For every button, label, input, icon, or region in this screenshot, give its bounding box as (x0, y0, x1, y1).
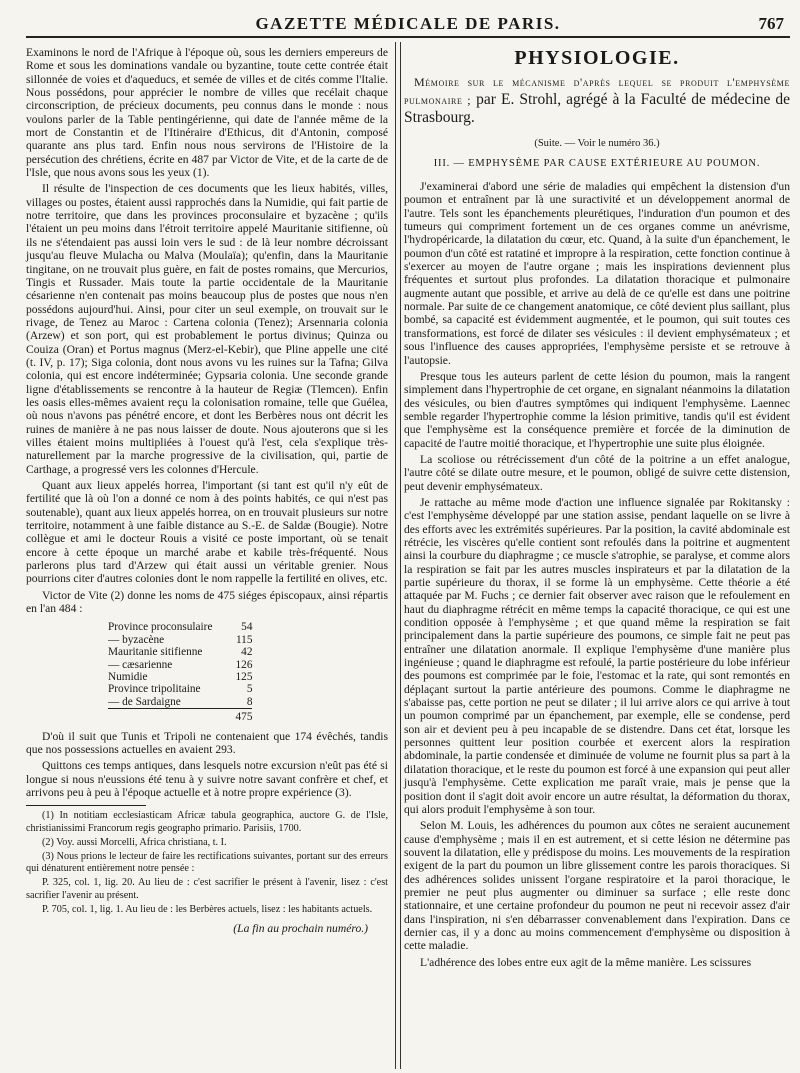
article-title (404, 73, 790, 127)
article-title-author: par E. Strohl, agrégé à la Faculté de médecine de Strasbourg. (404, 91, 790, 127)
bishoprics-table (108, 621, 252, 723)
subsection-heading: III. — EMPHYSÈME PAR CAUSE EXTÉRIEURE AU POUMON. (433, 157, 761, 169)
footnote: (2) Voy. aussi Morcelli, Africa christiana, t. I. (42, 836, 227, 848)
header-rule (26, 36, 790, 38)
section-heading: PHYSIOLOGIE. (514, 47, 680, 69)
paragraph: Victor de Vite (2) donne les noms de 475 siéges épiscopaux, ainsi répartis en l'an 484 : (26, 588, 388, 616)
footnote-rule (26, 805, 146, 806)
article-title-lead: Mémoire sur le mécanisme d'après lequel se produit l'emphysème pulmonaire ; (404, 75, 790, 108)
footnote: (3) Nous prions le lecteur de faire les rectifications suivantes, portant sur des erreurs qui dénaturent entièrement notre pensée : (26, 851, 388, 875)
paragraph: Il résulte de l'inspection de ces documents que les lieux habités, villes, villages ou postes, étaient aussi rapprochés dans la Numidie, qui fait partie de notre territoire, que dans les provinces proconsulaire et byzacène ; qu'ils l'étaient un peu moins dans l'étroit territoire appelé Mauritanie sitifienne, où ils ne s'étendaient pas aussi loin vers le sud : de là leur nombre décroissant jusqu'au fleuve Mulacha ou Malva (Moulaïa); qu'enfin, dans la Mauritanie tingitane, on ne trouvait plus guère, en fait de postes romains, que Mercurios, Tingis et Russader. Mais toute la partie occidentale de la Mauritanie césarienne n'en contenait pas moins beaucoup plus de postes que nous n'en possédons aujourd'hui. Ainsi, pour citer un seul exemple, on trouvait sur le rivage, de Tenez au Maroc : Cartena colonia (Tenez); Arsennaria colonia (Arzew) et son port, qui est probablement le portus divinus; Quinza ou Couiza (Oran) et Portus magnus (Merz-el-Kebir), que Pline appelle une cité (t. IV, p. 17); Siga colonia, dont nous avons vu les ruines sur la Tafna; Gilva colonia, qui est encore indéterminée; Gypsaria colonia. Une seconde grande ligne d'établissements se rencontre à la hauteur de Regiæ (Tlemcen). Enfin les oasis elles-mêmes avaient reçu la colonisation romaine, telle que Guélea, où nous n'avons pas pénétré encore, et dont les Berbères nous ont décrit les ruines de manière à ne pas nous laisser de doute. Nous ajouterons que si les villes étaient moins multipliées à l'ouest qu'à l'est, cela s'explique très-naturellement par la marche progressive de la civilisation, qui, partie de Carthage, a progressé vers les colonnes d'Hercule. (26, 182, 388, 476)
footnote: P. 325, col. 1, lig. 20. Au lieu de : c'est sacrifier le présent à l'avenir, lisez : c'est sacrifier l'avenir au présent. (26, 877, 388, 901)
table-row: — de Sardaigne 8 (108, 695, 253, 708)
column-divider (395, 42, 401, 1069)
table-row: Province tripolitaine 5 (108, 683, 253, 696)
table-row: — byzacène 115 (108, 633, 253, 646)
paragraph: D'où il suit que Tunis et Tripoli ne contenaient que 174 évêchés, tandis que nos possessions actuelles en avaient 293. (26, 729, 388, 757)
journal-title: GAZETTE MÉDICALE DE PARIS. (255, 14, 561, 33)
table-row: Province proconsulaire 54 (108, 621, 253, 634)
paragraph: Quittons ces temps antiques, dans lesquels notre excursion n'eût pas été si longue si nous n'eussions été tenu à y suivre notre savant confrère et chef, et arrivons peu à peu à l'époque actuelle et à notre propre expérience (3). (26, 759, 388, 800)
table-row: Numidie 125 (108, 671, 253, 684)
paragraph: Quant aux lieux appelés horrea, l'important (si tant est qu'il n'y eût de fertilité que là où l'on a donné ce nom à des points habités, ce qui n'est pas soutenable), quant aux lieux appelés horrea, on en trouvait plusieurs sur notre territoire, notamment à une faible distance au S.-E. de Saldæ (Bougie). Notre collègue et ami le docteur Rouis a visité ce poste important, où se tenait encore à cette époque un marché arabe et kabile très-fréquenté. Nous parlerons plus tard d'Arzew qui était aussi un véritable grenier. Nous pourrions citer d'autres colonies dont le nom rappelle la fertilité en olives, etc. (26, 479, 388, 586)
right-column (404, 46, 790, 972)
paragraph: La scoliose ou rétrécissement d'un côté de la poitrine a un effet analogue, l'autre côté se dilate outre mesure, et le poumon, obligé de suivre cette distension, peut devenir emphysémateux. (404, 452, 790, 493)
footnotes (26, 810, 388, 916)
paragraph: Selon M. Louis, les adhérences du poumon aux côtes ne seraient aucunement cause d'emphysème ; mais il en est autrement, et si cette lésion ne détermine pas souvent la dilatation, elle y prédispose du moins. Les mouvements de la respiration exigent de la part du poumon un libre glissement contre les parois thoraciques. Si des adhérences solides unissent l'organe respiratoire et la paroi thoracique, le premier ne peut plus augmenter ou diminuer sa surface ; elle reste donc stationnaire, et une certaine profondeur du poumon ne peut ni recevoir assez d'air dans l'inspiration, ni s'en débarrasser convenablement dans l'expiration. Dans ce dernier cas, il y a donc au moins commencement d'emphysème ou disposition à cette maladie. (404, 819, 790, 953)
left-column (26, 46, 388, 935)
continuation-note: (La fin au prochain numéro.) (233, 922, 368, 936)
paragraph: Presque tous les auteurs parlent de cette lésion du poumon, mais la rangent simplement dans l'hypertrophie de cet organe, en signalant néanmoins la dilatation des vésicules, ou bien d'autres symptômes qui indiquent l'emphysème. Laennec semble regarder l'hypertrophie comme la lésion primitive, tandis qu'il est évident que l'emphysème est la conséquence première et forcée de la diminution de capacité de l'autre moitié thoracique, et l'hypertrophie une suite plus éloignée. (404, 369, 790, 450)
continuation-ref: (Suite. — Voir le numéro 36.) (534, 138, 660, 150)
paragraph: J'examinerai d'abord une série de maladies qui empêchent la distension d'un poumon et entraînent par là une suractivité et un développement anormal de l'autre. Tels sont les épanchements pleurétiques, l'induration d'un poumon et des tumeurs qui compriment fortement un de ces organes comme un anévrisme, l'hydropéricarde, la dilatation du cœur, etc. Quand, à la suite d'un épanchement, le poumon d'un côté est ratatiné et impropre à la respiration, cette fonction continue à s'exercer au moyen de l'autre organe ; mais les inspirations deviennent plus fréquentes et surtout plus profondes. La dilatation thoracique et pulmonaire augmente autant que possible, et arrive au delà de ce qu'elle est dans une poitrine normale. Par suite de ce changement anatomique, ce côté devient plus saillant, plus bombé, sa capacité est évidemment augmentée, et le poumon, qui suit toutes ces transformations, est forcé de dilater ses vésicules : il devient emphysémateux ; et sous l'influence des causes appropriées, l'emphysème persiste et se retrouve à l'autopsie. (404, 180, 791, 367)
table-total-row: 475 (108, 709, 252, 724)
paragraph: Je rattache au même mode d'action une influence signalée par Rokitansky : c'est l'emphysème développé par une station assise, pendant laquelle on se livre à des efforts avec les extrémités supérieures. Par la position, la cavité abdominale est rétrécie, les viscères qu'elle contient sont refoulés dans la poitrine et augmentent ainsi la courbure du diaphragme ; ce muscle s'atrophie, se paralyse, et comme alors la respiration se fait par les autres muscles inspirateurs et par la dilatation de la partie supérieure du thorax, il se forme là un emphysème. Cette théorie a été attaquée par M. Fuchs ; ce dernier fait observer avec raison que le refoulement en haut du diaphragme rétrécit en même temps la capacité thoracique, ce qui est une condition opposée à l'emphysème ; et que quand même la respiration se fait principalement dans la partie supérieure des poumons, ce simple fait ne peut pas entraîner une dilatation anormale. Il explique l'emphysème d'une manière plus ingénieuse ; quand le diaphragme est refoulé, la partie postérieure du lobe inférieur des poumons est comprimée par le foie, l'estomac et la rate, qui sont remontés en déplaçant surtout la partie antérieure des poumons. Comme le diaphragme ne s'abaisse pas, cette portion ne peut se dilater ; il lui arrive alors ce qui arrive à tout un poumon comprimé par un épanchement, par exemple, elle se condense, perd son air et devient peu à peu incapable de se distendre. Dans cet état, lorsque les personnes quittent leur position courbée et exercent alors la respiration abdominale, la partie condensée et diminuée de volume ne fournit plus sa part à la dilatation thoracique, et le reste du poumon est forcé à une expansion qui peut aller jusqu'à l'emphysème. Cette explication me paraît vraie, mais je pense que la position dont il s'agit doit avoir encore un autre résultat, la déformation du thorax, qui alors produit l'emphysème à son tour. (404, 495, 790, 816)
footnote: P. 705, col. 1, lig. 1. Au lieu de : les Berbères actuels, lisez : les habitants actuels. (42, 903, 373, 915)
footnote: (1) In notitiam ecclesiasticam Africæ tabula geographica, auctore G. de l'Isle, christianissimi Francorum regis geographo primario. Parisiis, 1700. (26, 810, 388, 834)
page-number: 767 (758, 14, 784, 33)
paragraph: L'adhérence des lobes entre eux agit de la même manière. Les scissures (420, 955, 752, 969)
page-header (26, 10, 790, 38)
paragraph: Examinons le nord de l'Afrique à l'époque où, sous les derniers empereurs de Rome et sous les dominations vandale ou byzantine, toute cette contrée était sillonnée de voies et d'aqueducs, et semée de villes et de cités comme l'Italie. Nous possédons, pour apprécier le nombre de villes que recélait chaque circonscription, de précieux documents, peu connus dans le monde : nous voulons parler de la Table pentingérienne, qui date de l'année même de la mort de Constantin et de l'Itinéraire d'Ethicus, dit d'Antonin, composé quarante ans plus tard. Enfin nous nous servirons de l'Histoire de la persécution des chrétiens, écrite en 487 par Victor de Vite, et de la carte de de l'Isle, que nous avons sous les yeux (1). (26, 46, 388, 180)
table-row: — cæsarienne 126 (108, 658, 253, 671)
table-row: Mauritanie sitifienne 42 (108, 646, 253, 659)
